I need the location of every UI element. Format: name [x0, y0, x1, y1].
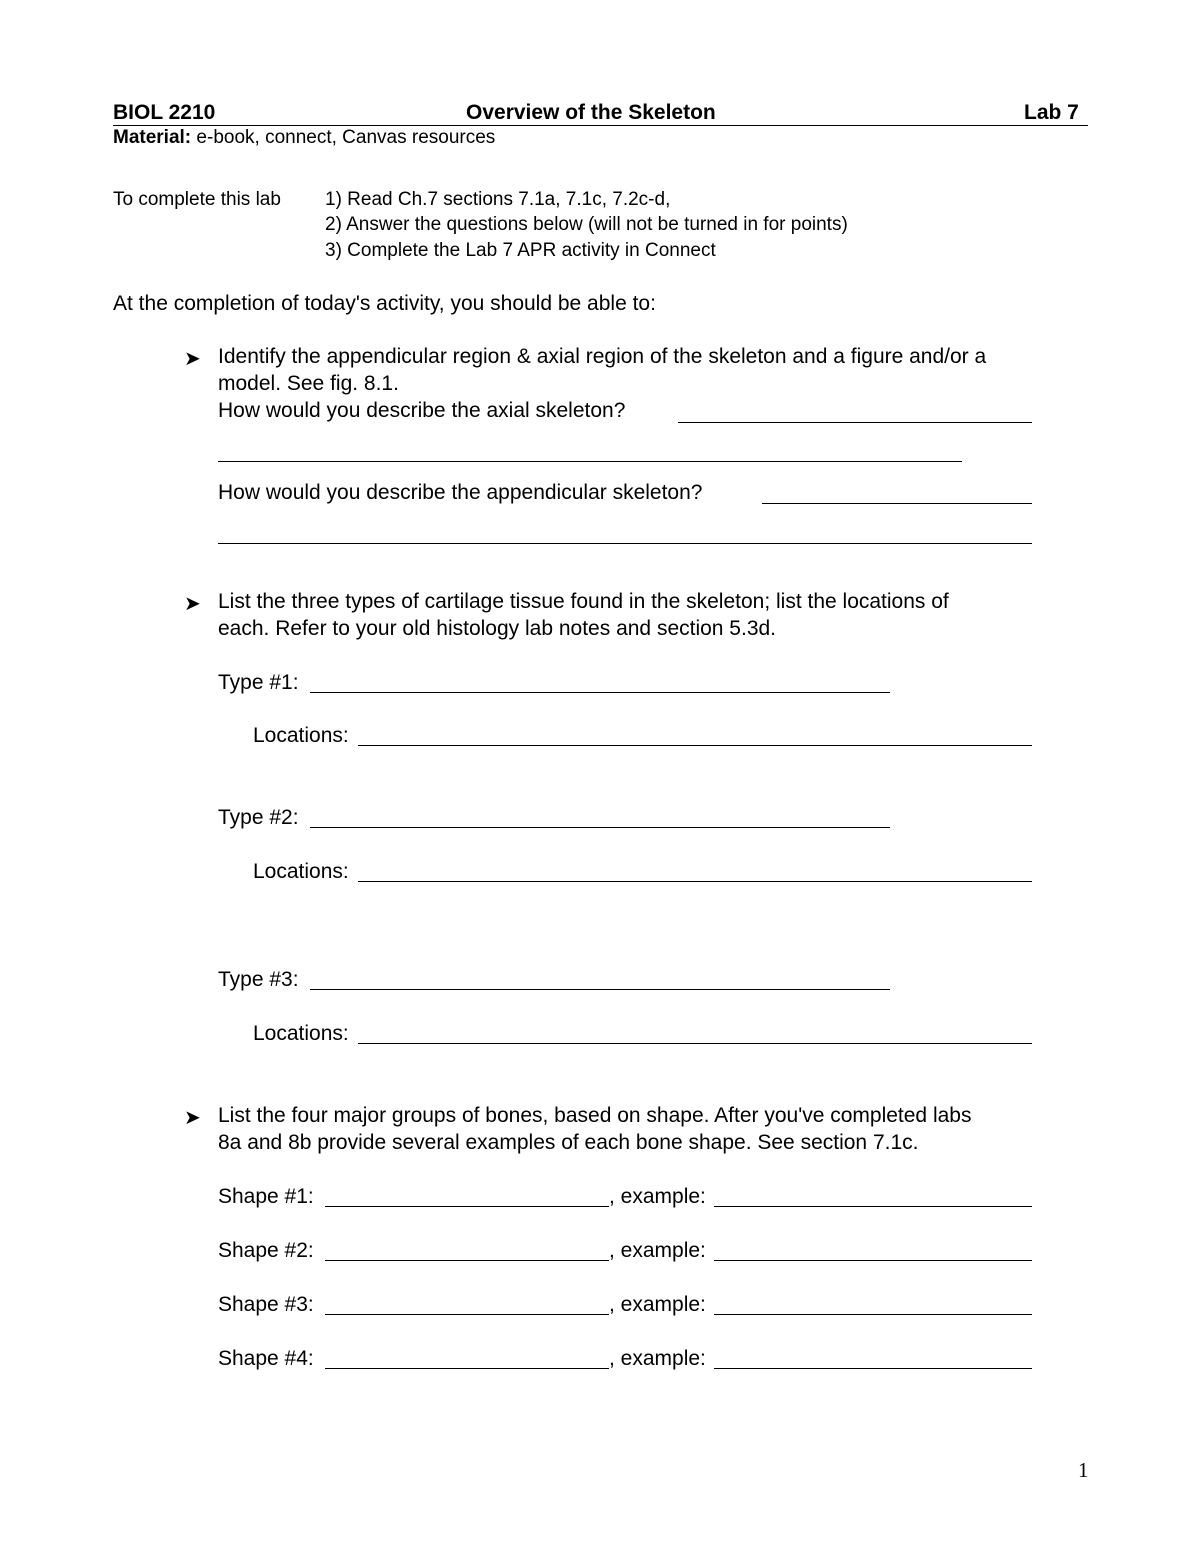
material-label: Material: — [113, 127, 192, 148]
course-code: BIOL 2210 — [113, 101, 216, 124]
shape-2-label: Shape #2: — [218, 1239, 314, 1262]
objective3-line2: 8a and 8b provide several examples of each bone shape. See section 7.1c. — [218, 1131, 919, 1154]
shape-4-label: Shape #4: — [218, 1347, 314, 1370]
arrowhead-bullet-icon: ➤ — [184, 593, 201, 615]
axial-answer-line-2[interactable] — [218, 461, 962, 462]
shape-3-answer[interactable] — [325, 1314, 609, 1315]
instructions-lead: To complete this lab — [113, 189, 281, 210]
shape-4-answer[interactable] — [325, 1368, 609, 1369]
cartilage-type-1-label: Type #1: — [218, 671, 299, 694]
lab-number: Lab 7 — [1024, 101, 1079, 124]
page-number: 1 — [1078, 1458, 1089, 1482]
shape-1-example-label: , example: — [609, 1185, 706, 1208]
instruction-step-3: 3) Complete the Lab 7 APR activity in Connect — [325, 240, 716, 261]
objective3-line1: List the four major groups of bones, based on shape. After you've completed labs — [218, 1104, 972, 1127]
shape-3-label: Shape #3: — [218, 1293, 314, 1316]
cartilage-type-1-locations-answer[interactable] — [358, 745, 1032, 746]
header-underline — [113, 125, 1088, 126]
shape-2-answer[interactable] — [325, 1260, 609, 1261]
cartilage-type-1-locations-label: Locations: — [253, 724, 349, 747]
appendicular-answer-line-2[interactable] — [218, 543, 1032, 544]
axial-answer-line[interactable] — [678, 422, 1032, 423]
shape-4-example-label: , example: — [609, 1347, 706, 1370]
objective2-line1: List the three types of cartilage tissue found in the skeleton; list the locations of — [218, 590, 949, 613]
axial-question: How would you describe the axial skeleton? — [218, 399, 626, 422]
shape-1-example-answer[interactable] — [714, 1206, 1032, 1207]
instruction-step-1: 1) Read Ch.7 sections 7.1a, 7.1c, 7.2c-d, — [325, 189, 671, 210]
arrowhead-bullet-icon: ➤ — [184, 1107, 201, 1129]
objective2-line2: each. Refer to your old histology lab notes and section 5.3d. — [218, 617, 777, 640]
material-line — [113, 127, 495, 149]
shape-3-example-label: , example: — [609, 1293, 706, 1316]
page-title: Overview of the Skeleton — [466, 101, 716, 124]
cartilage-type-2-locations-answer[interactable] — [358, 881, 1032, 882]
cartilage-type-3-answer[interactable] — [310, 989, 890, 990]
appendicular-answer-line[interactable] — [762, 503, 1032, 504]
shape-4-example-answer[interactable] — [714, 1368, 1032, 1369]
instruction-step-2: 2) Answer the questions below (will not be turned in for points) — [325, 214, 848, 235]
objective1-line2: model. See fig. 8.1. — [218, 372, 399, 395]
cartilage-type-2-answer[interactable] — [310, 827, 890, 828]
arrowhead-bullet-icon: ➤ — [184, 348, 201, 370]
material-text: e-book, connect, Canvas resources — [191, 127, 496, 148]
objective1-line1: Identify the appendicular region & axial region of the skeleton and a figure and/or a — [218, 345, 987, 368]
cartilage-type-2-label: Type #2: — [218, 806, 299, 829]
cartilage-type-2-locations-label: Locations: — [253, 860, 349, 883]
appendicular-question: How would you describe the appendicular skeleton? — [218, 481, 703, 504]
shape-2-example-answer[interactable] — [714, 1260, 1032, 1261]
cartilage-type-3-label: Type #3: — [218, 968, 299, 991]
shape-2-example-label: , example: — [609, 1239, 706, 1262]
intro-text: At the completion of today's activity, you should be able to: — [113, 292, 656, 315]
cartilage-type-1-answer[interactable] — [310, 692, 890, 693]
shape-1-label: Shape #1: — [218, 1185, 314, 1208]
cartilage-type-3-locations-answer[interactable] — [358, 1043, 1032, 1044]
shape-3-example-answer[interactable] — [714, 1314, 1032, 1315]
shape-1-answer[interactable] — [325, 1206, 609, 1207]
cartilage-type-3-locations-label: Locations: — [253, 1022, 349, 1045]
